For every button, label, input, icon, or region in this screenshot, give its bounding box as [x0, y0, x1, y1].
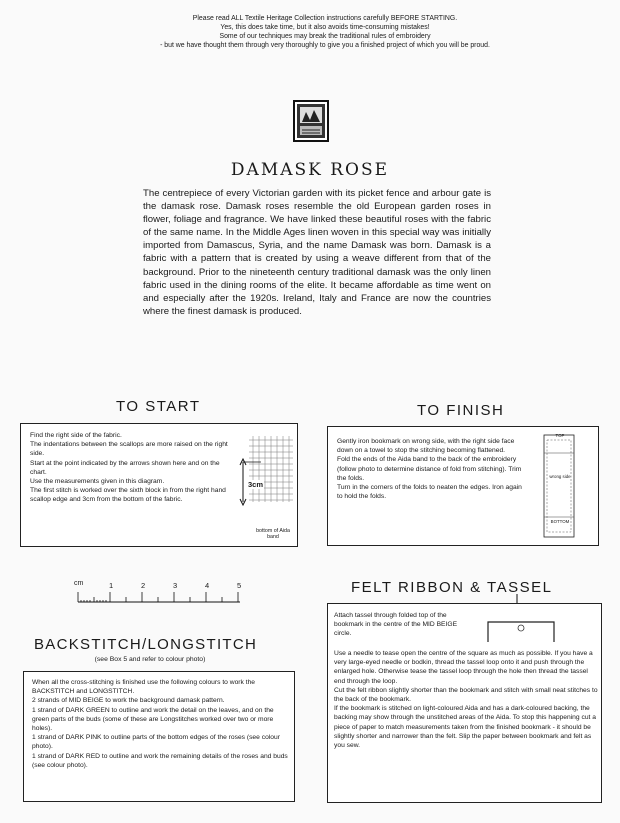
ruler-mark: 3 [173, 581, 178, 590]
backstitch-line: 2 strands of MID BEIGE to work the background damask pattern. [32, 697, 225, 705]
backstitch-heading: BACKSTITCH/LONGSTITCH [34, 636, 258, 653]
instructions-note [90, 14, 560, 50]
ruler-scale [76, 590, 246, 604]
start-diagram-label: 3cm [248, 480, 264, 489]
bookmark-top-label: TOP [555, 433, 565, 438]
bookmark-fold-diagram [480, 614, 562, 644]
felt-line: Cut the felt ribbon slightly shorter than the bookmark and stitch with small neat stitches to the back of the bookmark. [334, 686, 598, 704]
start-diagram-caption: bottom of Aida band [256, 528, 290, 540]
felt-box [327, 603, 602, 803]
backstitch-line: 1 strand of DARK PINK to outline parts of the bottom edges of the roses (see colour photo). [32, 734, 280, 751]
to-start-text [30, 431, 228, 505]
to-finish-line: Gently iron bookmark on wrong side, with the right side face down on a towel to stop the stitching becoming flattened. [337, 438, 515, 455]
backstitch-line: 1 strand of DARK GREEN to outline and work the detail on the leaves, and on the green parts of the buds (some of these are Longstitches worked over two or more holes). [32, 706, 274, 733]
backstitch-box [23, 671, 295, 802]
to-start-line: Find the right side of the fabric. [30, 432, 122, 439]
backstitch-text [32, 678, 288, 770]
ruler-mark: 5 [237, 581, 242, 590]
page-title: DAMASK ROSE [230, 160, 390, 180]
bookmark-bottom-label: BOTTOM [550, 519, 570, 524]
to-finish-heading: TO FINISH [417, 402, 505, 419]
to-start-line: Start at the point indicated by the arrows shown here and on the chart. [30, 459, 220, 476]
to-finish-text [337, 437, 527, 501]
to-start-heading: TO START [116, 398, 201, 415]
note-line: Some of our techniques may break the traditional rules of embroidery [219, 33, 431, 40]
note-line: - but we have thought them through very thoroughly to give you a finished project of which you will be proud. [160, 42, 490, 49]
backstitch-subheading: (see Box 5 and refer to colour photo) [94, 656, 206, 663]
to-finish-line: Turn in the corners of the folds to neaten the edges. Iron again to hold the folds. [337, 484, 522, 501]
bookmark-middle-label: wrong side [549, 474, 571, 479]
felt-line: Use a needle to tease open the centre of the square as much as possible. If you have a very large-eyed needle or bodkin, thread the tassel loop onto it and push through the enlarged hole. Otherwise tease the tassel loop through the hole then thread the tassel end through the loop. [334, 650, 593, 685]
start-grid-diagram [235, 432, 295, 528]
to-start-line: The indentations between the scallops are more raised on the right side. [30, 441, 228, 458]
to-start-line: The first stitch is worked over the sixth block in from the right hand scallop edge and 3cm from the bottom of the fabric. [30, 487, 226, 504]
ruler-mark: 2 [141, 581, 146, 590]
note-line: Please read ALL Textile Heritage Collection instructions carefully BEFORE STARTING. [192, 15, 458, 22]
felt-text [334, 649, 598, 750]
felt-attach-text: Attach tassel through folded top of the bookmark in the centre of the MID BEIGE circle. [334, 612, 458, 638]
to-finish-box [327, 426, 599, 546]
felt-line: If the bookmark is stitched on light-coloured Aida and has a dark-coloured backing, the backing may show through the unstitched areas of the Aida. To stop this happening cut a piece of paper to match measurements taken from the finished bookmark - it should be slightly shorter and narrower than the felt. Slip the paper between bookmark and felt as you sew. [334, 705, 596, 750]
felt-heading: FELT RIBBON & TASSEL [351, 579, 553, 596]
ruler-unit: cm [74, 580, 84, 587]
to-finish-line: Fold the ends of the Aida band to the back of the embroidery (follow photo to determine distance of fold from stitching). Trim the folds. [337, 456, 522, 482]
ruler-mark: 4 [205, 581, 210, 590]
to-start-box [20, 423, 298, 547]
ruler-mark: 1 [109, 581, 114, 590]
heritage-logo-icon [293, 100, 329, 142]
backstitch-line: When all the cross-stitching is finished use the following colours to work the BACKSTITCH and LONGSTITCH. [32, 679, 256, 696]
backstitch-line: 1 strand of DARK RED to outline and work the remaining details of the roses and buds (see colour photo). [32, 752, 288, 769]
note-line: Yes, this does take time, but it also avoids time-consuming mistakes! [220, 24, 430, 31]
intro-paragraph: The centrepiece of every Victorian garden with its picket fence and arbour gate is the damask rose. Damask roses resemble the old European garden roses in flower, foliage and fragrance. We have linked these beautiful roses with the fabric of the same name. In the Middle Ages linen woven in this special way was initially imported from Damascus, Syria, and the name Damask was born. Damask is a fabric with a pattern that is created by using a weave different from that of the background. Prior to the nineteenth century traditional damask was the only linen fabric used in the dining rooms of the elite. It became affordable as time went on and especially after the 1920s. Ireland, Italy and France are now the countries where the finest damask is produced. [143, 188, 491, 317]
bookmark-diagram [540, 431, 580, 541]
to-start-line: Use the measurements given in this diagram. [30, 478, 165, 486]
